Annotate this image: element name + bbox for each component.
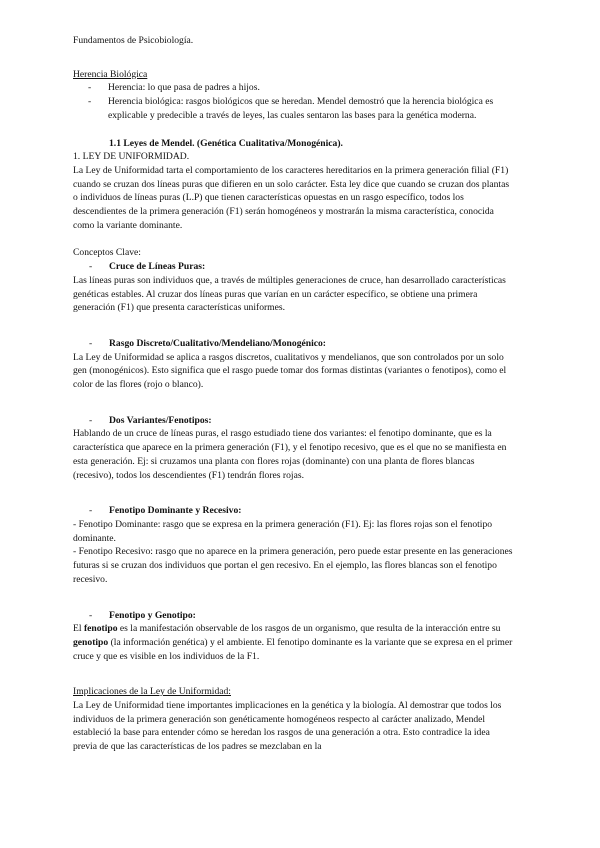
concepto-paragraph: La Ley de Uniformidad se aplica a rasgos discretos, cualitativos y mendelianos, que son controlados por un solo gen (monogénicos). Esto significa que el rasgo puede tomar dos formas distintas (variantes o fenotipos), como el color de las flores (rojo o blanco). xyxy=(73,351,507,391)
herencia-item: - Herencia biológica: rasgos biológicos que se heredan. Mendel demostró que la herencia biológica es explicable y predecible a través de leyes, las cuales sentaron las bases para la genética moderna. xyxy=(73,95,513,122)
herencia-item: - Herencia: lo que pasa de padres a hijos. xyxy=(73,81,513,95)
document-page xyxy=(73,34,513,754)
concepto-title: Dos Variantes/Fenotipos: xyxy=(109,414,212,426)
text-run: (la información genética) y el ambiente. El fenotipo dominante es la variante que se expresa en el primer cruce y que es visible en los individuos de la F1. xyxy=(73,636,513,662)
concepto-title: Fenotipo Dominante y Recesivo: xyxy=(109,505,242,517)
concepto-heading: - Rasgo Discreto/Cualitativo/Mendeliano/Monogénico: xyxy=(89,337,326,349)
fenotipo-dominante-line: - Fenotipo Dominante: rasgo que se expresa en la primera generación (F1). Ej: las flores rojas son el fenotipo dominante. xyxy=(73,518,493,544)
conceptos-label: Conceptos Clave: xyxy=(73,247,141,259)
concepto-paragraph: Las líneas puras son individuos que, a través de múltiples generaciones de cruce, han desarrollado características genéticas estables. Al cruzar dos líneas puras que varían en un carácter específico, se obtiene una primera generación (F1) que presenta características uniformes. xyxy=(73,274,506,314)
implicaciones-heading: Implicaciones de la Ley de Uniformidad: xyxy=(73,686,231,698)
concepto-title: Fenotipo y Genotipo: xyxy=(109,609,196,621)
concepto-paragraph: Hablando de un cruce de líneas puras, el rasgo estudiado tiene dos variantes: el fenotipo dominante, que es la característica que aparece en la primera generación (F1), y el fenotipo recesivo, que es el que no se manifiesta en esta generación. Ej: si cruzamos una planta con flores rojas (dominante) con una planta de flores blancas (recesivo), todos los descendientes (F1) tendrán flores rojas. xyxy=(73,428,507,481)
fenotipo-genotipo-paragraph xyxy=(73,622,513,663)
concepto-heading: - Fenotipo y Genotipo: xyxy=(89,609,196,621)
term-fenotipo: fenotipo xyxy=(83,623,118,635)
concepto-title: Cruce de Líneas Puras: xyxy=(109,261,206,273)
herencia-list xyxy=(73,81,513,122)
ley-title: 1. LEY DE UNIFORMIDAD. xyxy=(73,151,190,163)
section-heading: 1.1 Leyes de Mendel. (Genética Cualitativa/Monogénica). xyxy=(109,137,343,149)
herencia-heading: Herencia Biológica xyxy=(73,68,148,80)
ley-intro-paragraph: La Ley de Uniformidad tarta el comportamiento de los caracteres hereditarios en la primera generación filial (F1) cuando se cruzan dos líneas puras que difieren en un solo carácter. Esta ley dice que cuando se cruzan dos plantas o individuos de líneas puras (L.P) que tienen características opuestas en un rasgo específico, todos los descendientes de la primera generación (F1) serán homogéneos y mostrarán la misma característica, conocida como la variante dominante. xyxy=(73,164,510,231)
term-genotipo: genotipo xyxy=(73,636,109,648)
text-run: El xyxy=(73,623,84,635)
concepto-heading: - Cruce de Líneas Puras: xyxy=(89,261,206,273)
fenotipo-recesivo-line: - Fenotipo Recesivo: rasgo que no aparece en la primera generación, pero puede estar presente en las generaciones futuras si se cruzan dos individuos que portan el gen recesivo. En el ejemplo, las flores blancas son el fenotipo recesivo. xyxy=(73,546,513,585)
document-title: Fundamentos de Psicobiología. xyxy=(73,35,194,46)
concepto-heading: - Dos Variantes/Fenotipos: xyxy=(89,414,212,426)
implicaciones-paragraph: La Ley de Uniformidad tiene importantes implicaciones en la genética y la biología. Al demostrar que todos los individuos de la primera generación son genéticamente homogéneos respecto al carácter analizado, Mendel estableció la base para entender cómo se heredan los rasgos de una generación a otra. Esto contradice la idea previa de que las características de los padres se mezclaban en la xyxy=(73,700,502,753)
concepto-heading: - Fenotipo Dominante y Recesivo: xyxy=(89,505,242,517)
concepto-title: Rasgo Discreto/Cualitativo/Mendeliano/Monogénico: xyxy=(109,337,326,349)
text-run: es la manifestación observable de los rasgos de un organismo, que resulta de la interacción entre su xyxy=(117,623,501,635)
